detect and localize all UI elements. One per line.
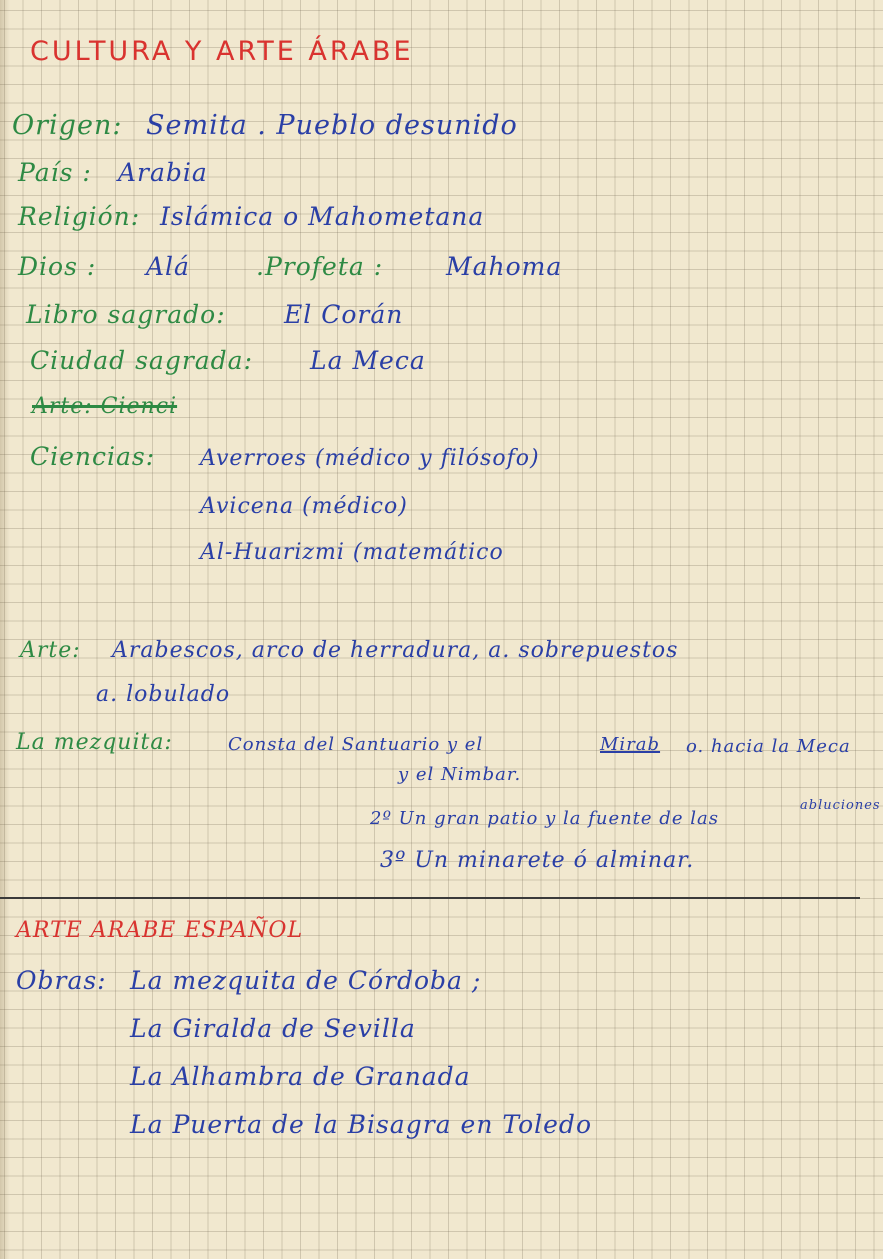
arte-label: Arte:	[20, 638, 81, 663]
obra-item-giralda: La Giralda de Sevilla	[130, 1014, 416, 1043]
abluciones-word: abluciones	[800, 798, 881, 813]
ciencias-label: Ciencias:	[30, 442, 156, 471]
mirab-word: Mirab	[600, 734, 661, 755]
mezquita-third: 3º Un minarete ó alminar.	[380, 848, 695, 873]
pais-value: Arabia	[118, 158, 208, 187]
ciudad-label: Ciudad sagrada:	[30, 346, 254, 375]
ciencias-item-huarizmi: Al-Huarizmi (matemático	[200, 540, 504, 565]
section-divider	[0, 897, 860, 899]
section-title-arte-arabe-espanol: ARTE ARABE ESPAÑOL	[16, 918, 304, 943]
arte-line-2: a. lobulado	[96, 682, 231, 707]
religion-value: Islámica o Mahometana	[160, 202, 485, 231]
obras-label: Obras:	[16, 966, 107, 995]
obra-item-bisagra: La Puerta de la Bisagra en Toledo	[130, 1110, 592, 1139]
origen-label: Origen:	[12, 110, 123, 141]
dios-value: Alá	[146, 252, 190, 281]
mezquita-label: La mezquita:	[16, 730, 173, 755]
obra-item-cordoba: La mezquita de Córdoba ;	[130, 966, 482, 995]
page-edge-shadow	[0, 0, 10, 1259]
libro-value: El Corán	[284, 300, 404, 329]
struck-out-text: Arte: Cienci	[32, 394, 178, 419]
nimbar-line: y el Nimbar.	[398, 764, 522, 785]
mezquita-second: 2º Un gran patio y la fuente de las	[370, 808, 719, 829]
religion-label: Religión:	[18, 202, 141, 231]
profeta-label: .Profeta :	[256, 252, 384, 281]
profeta-value: Mahoma	[446, 252, 563, 281]
arte-line-1: Arabescos, arco de herradura, a. sobrepuestos	[112, 638, 679, 663]
origen-value: Semita . Pueblo desunido	[146, 110, 518, 141]
dios-label: Dios :	[18, 252, 97, 281]
libro-label: Libro sagrado:	[26, 300, 226, 329]
ciencias-item-averroes: Averroes (médico y filósofo)	[200, 446, 540, 471]
ciencias-item-avicena: Avicena (médico)	[200, 494, 408, 519]
mezquita-text-b: o. hacia la Meca	[686, 736, 851, 757]
ciudad-value: La Meca	[310, 346, 426, 375]
obra-item-alhambra: La Alhambra de Granada	[130, 1062, 471, 1091]
pais-label: País :	[18, 158, 92, 187]
mezquita-text-a: Consta del Santuario y el	[228, 734, 484, 755]
page-title: CULTURA Y ARTE ÁRABE	[30, 36, 414, 67]
